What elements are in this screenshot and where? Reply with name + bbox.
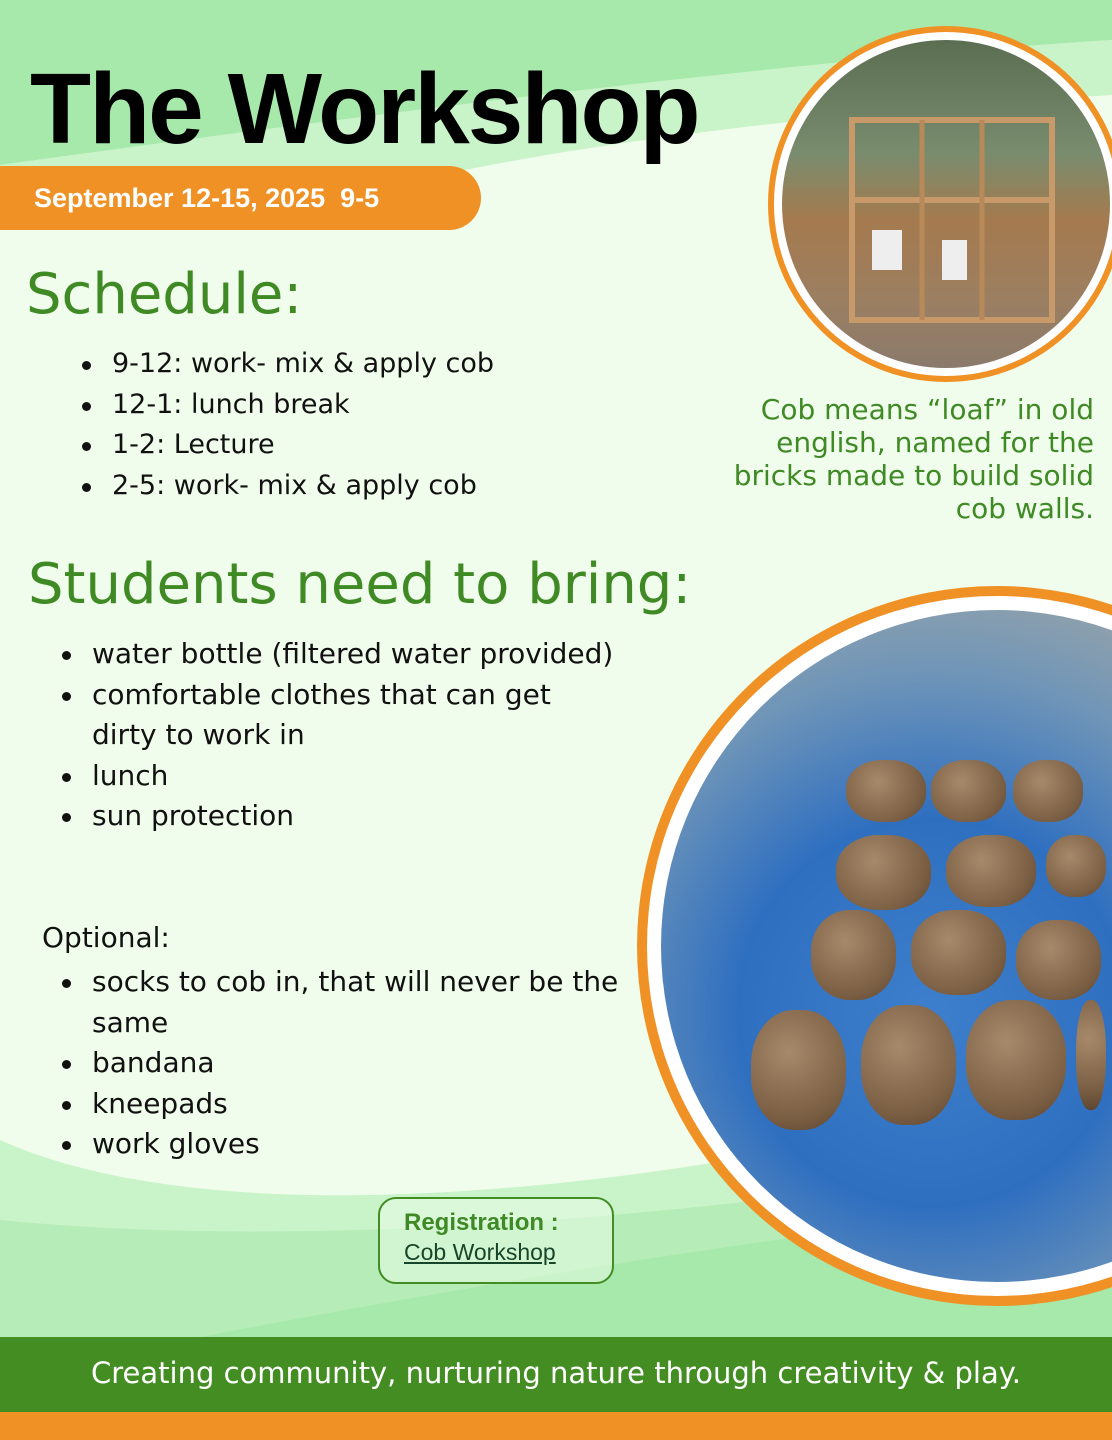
cob-brick	[846, 760, 926, 822]
cob-brick	[1016, 920, 1101, 1000]
list-item: socks to cob in, that will never be the same	[62, 962, 622, 1043]
cob-brick	[1076, 1000, 1106, 1110]
building-photo	[768, 26, 1112, 382]
list-item: comfortable clothes that can get dirty to work in	[62, 675, 622, 756]
optional-label: Optional:	[42, 921, 170, 954]
list-item: 2-5: work- mix & apply cob	[82, 466, 494, 507]
cob-brick	[861, 1005, 956, 1125]
list-item: 12-1: lunch break	[82, 385, 494, 426]
schedule-list	[82, 344, 494, 506]
list-item: kneepads	[62, 1084, 622, 1125]
cob-brick	[946, 835, 1036, 907]
list-item: work gloves	[62, 1124, 622, 1165]
bring-list	[62, 634, 622, 837]
cob-bricks-photo-image	[661, 610, 1112, 1282]
list-item: 9-12: work- mix & apply cob	[82, 344, 494, 385]
cob-brick	[966, 1000, 1066, 1120]
bottom-stripe	[0, 1412, 1112, 1440]
page-title: The Workshop	[30, 53, 699, 165]
cob-brick	[751, 1010, 846, 1130]
cob-brick	[811, 910, 896, 1000]
date-banner: September 12-15, 2025 9-5	[0, 166, 481, 230]
building-photo-image	[782, 40, 1112, 368]
cob-brick	[1013, 760, 1083, 822]
schedule-heading: Schedule:	[26, 262, 303, 327]
registration-box	[378, 1197, 614, 1284]
cob-brick	[1046, 835, 1106, 897]
cob-fact: Cob means “loaf” in old english, named for the bricks made to build solid cob walls.	[733, 393, 1094, 525]
bring-heading: Students need to bring:	[28, 552, 692, 617]
list-item: lunch	[62, 756, 622, 797]
list-item: bandana	[62, 1043, 622, 1084]
registration-link[interactable]: Cob Workshop	[404, 1239, 556, 1265]
cob-brick	[911, 910, 1006, 995]
footer-tagline: Creating community, nurturing nature through creativity & play.	[0, 1337, 1112, 1412]
list-item: water bottle (filtered water provided)	[62, 634, 622, 675]
list-item: sun protection	[62, 796, 622, 837]
registration-label: Registration :	[404, 1209, 559, 1236]
cob-brick	[836, 835, 931, 910]
cob-brick	[931, 760, 1006, 822]
list-item: 1-2: Lecture	[82, 425, 494, 466]
optional-list	[62, 962, 622, 1165]
